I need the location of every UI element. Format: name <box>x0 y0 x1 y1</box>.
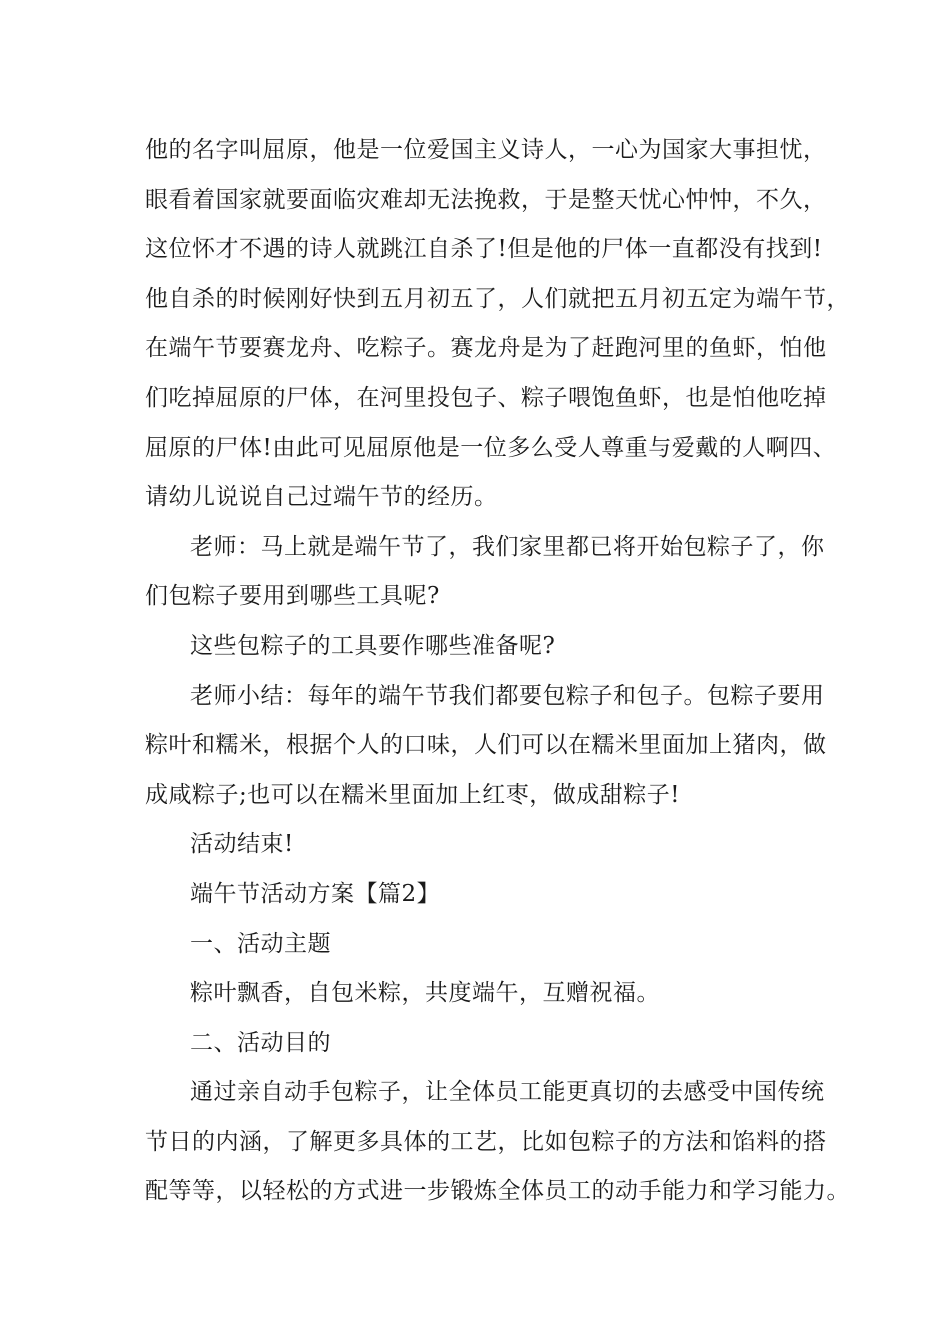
paragraph <box>145 920 825 970</box>
text-line: 请幼儿说说自己过端午节的经历。 <box>145 484 498 511</box>
text-line: 老师：马上就是端午节了，我们家里都已将开始包粽子了，你 <box>190 533 825 560</box>
text-line: 他的名字叫屈原，他是一位爱国主义诗人，一心为国家大事担忧， <box>145 137 827 163</box>
paragraph <box>145 126 850 523</box>
paragraph <box>145 523 825 622</box>
text-line: 端午节活动方案【篇2】 <box>190 880 441 907</box>
paragraph <box>145 672 825 821</box>
text-line: 成咸粽子;也可以在糯米里面加上红枣，做成甜粽子! <box>145 781 680 808</box>
paragraph <box>145 870 825 920</box>
text-line: 活动结束! <box>190 831 294 858</box>
text-line: 这位怀才不遇的诗人就跳江自杀了!但是他的尸体一直都没有找到! <box>145 236 823 263</box>
text-line: 在端午节要赛龙舟、吃粽子。赛龙舟是为了赶跑河里的鱼虾，怕他 <box>145 335 827 362</box>
text-line: 们吃掉屈原的尸体，在河里投包子、粽子喂饱鱼虾，也是怕他吃掉 <box>145 384 827 411</box>
text-line: 一、活动主题 <box>190 930 331 957</box>
paragraph <box>145 622 825 672</box>
paragraph <box>145 969 825 1019</box>
paragraph <box>145 820 825 870</box>
text-line: 屈原的尸体!由此可见屈原他是一位多么受人尊重与爱戴的人啊四、 <box>145 434 837 461</box>
text-line: 这些包粽子的工具要作哪些准备呢? <box>190 632 556 659</box>
document-body <box>145 126 850 1217</box>
text-line: 粽叶飘香，自包米粽，共度端午，互赠祝福。 <box>190 980 660 1007</box>
paragraph <box>145 1068 850 1217</box>
text-line: 老师小结：每年的端午节我们都要包粽子和包子。包粽子要用 <box>190 682 825 709</box>
text-line: 配等等，以轻松的方式进一步锻炼全体员工的动手能力和学习能力。 <box>145 1178 850 1205</box>
text-line: 粽叶和糯米，根据个人的口味，人们可以在糯米里面加上猪肉，做 <box>145 732 827 759</box>
text-line: 他自杀的时候刚好快到五月初五了，人们就把五月初五定为端午节， <box>145 285 850 312</box>
text-line: 眼看着国家就要面临灾难却无法挽救，于是整天忧心忡忡，不久， <box>145 186 827 213</box>
paragraph <box>145 1019 825 1069</box>
text-line: 通过亲自动手包粽子，让全体员工能更真切的去感受中国传统 <box>190 1079 825 1106</box>
text-line: 节日的内涵，了解更多具体的工艺，比如包粽子的方法和馅料的搭 <box>145 1128 827 1155</box>
text-line: 二、活动目的 <box>190 1029 331 1056</box>
text-line: 们包粽子要用到哪些工具呢? <box>145 583 440 610</box>
